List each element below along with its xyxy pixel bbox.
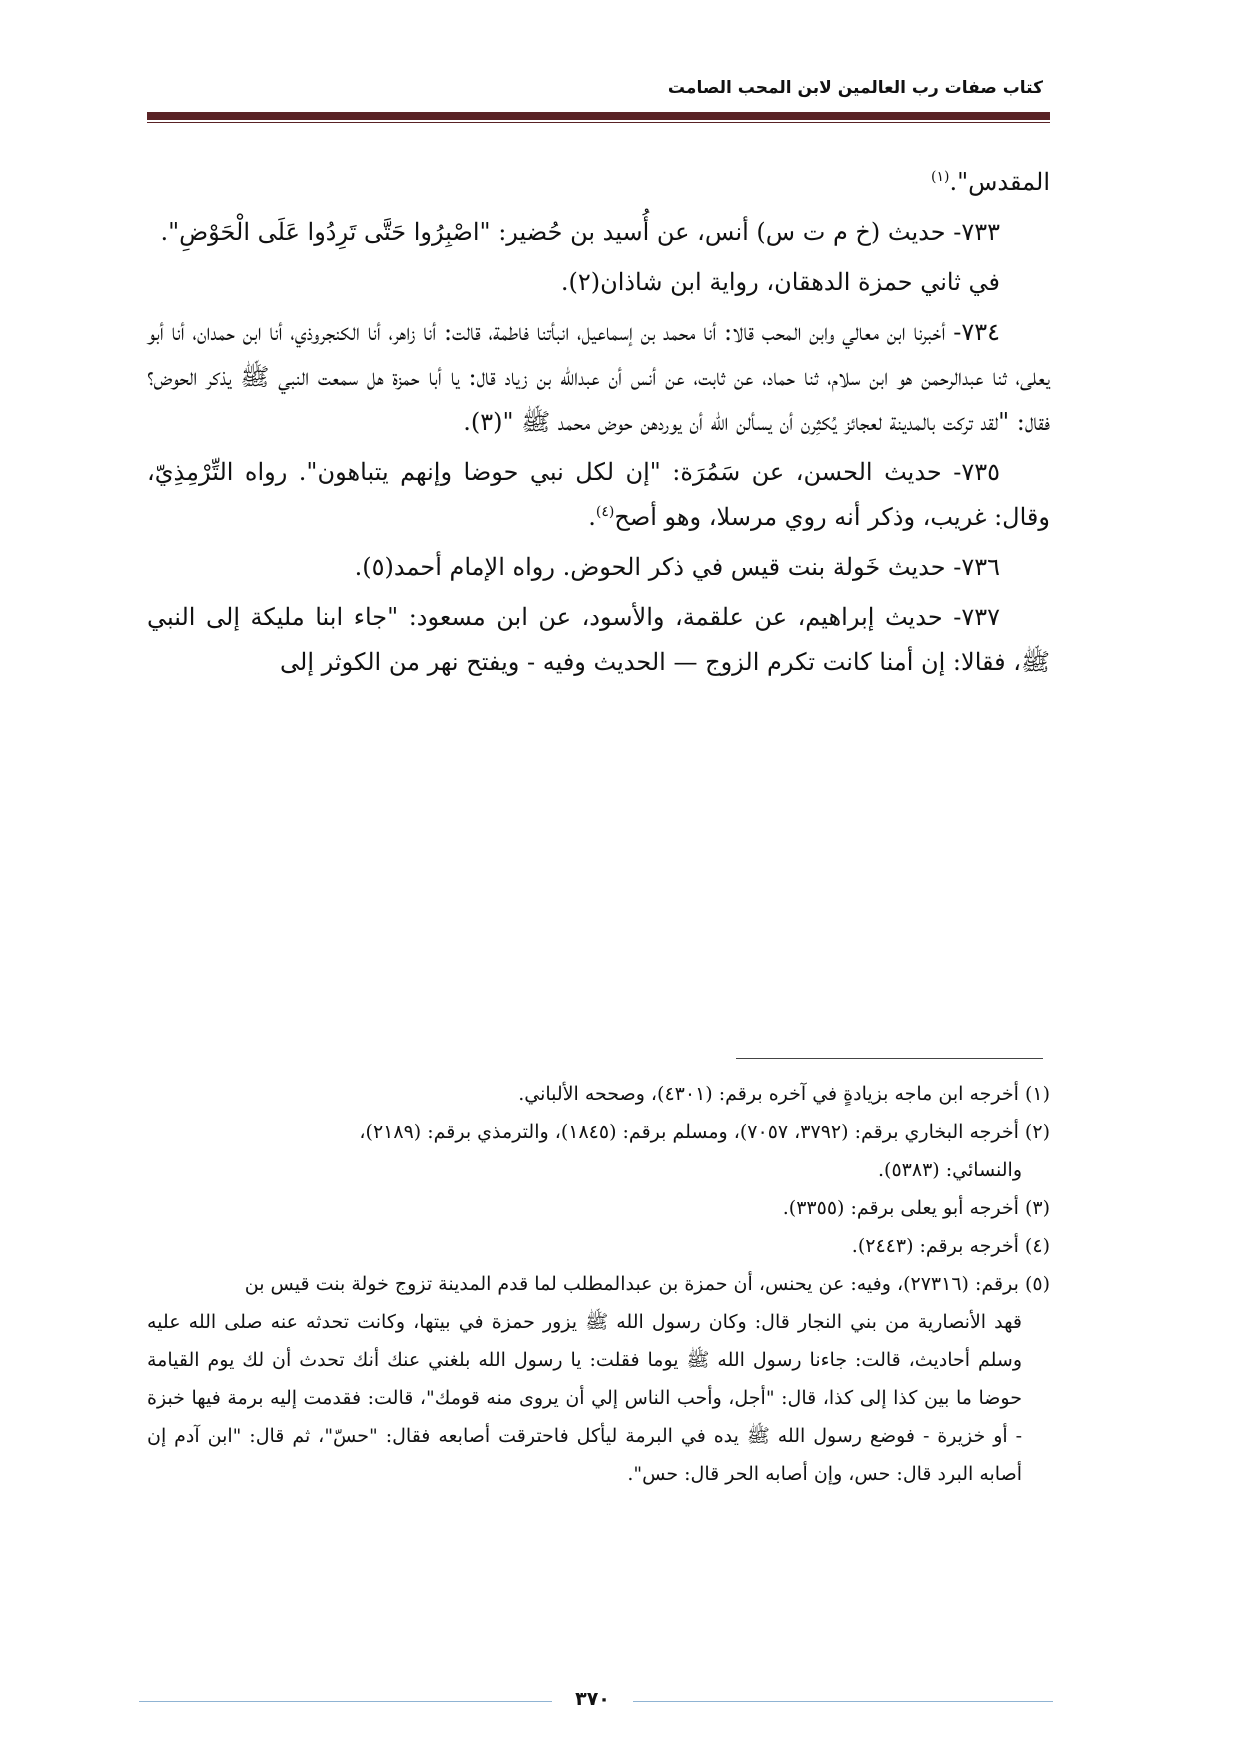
- footnote-5-continued: قهد الأنصارية من بني النجار قال: وكان رسول الله ﷺ يزور حمزة في بيتها، وكانت تحدثه عنه صلى الله عليه وسلم أحاديث، قالت: جاءنا رسول الله ﷺ يوما فقلت: يا رسول الله بلغني عنك أنك تحدث أن لك يوم القيامة حوضا ما بين كذا إلى كذا، قال: "أجل، وأحب الناس إلي أن يروى منه قومك"، قالت: فقدمت إليه برمة فيها خبزة - أو خزيرة - فوضع رسول الله ﷺ يده في البرمة ليأكل فاحترقت أصابعه فقال: "حسّ"، ثم قال: "ابن آدم إن أصابه البرد قال: حس، وإن أصابه الحر قال: حس".: [147, 1311, 1022, 1485]
- footer-rule-left: [139, 1701, 552, 1702]
- running-header-title: كتاب صفات رب العالمين لابن المحب الصامت: [667, 78, 1043, 98]
- hadith-735: ٧٣٥- حديث الحسن، عن سَمُرَة: "إن لكل نبي حوضا وإنهم يتباهون". رواه التِّرْمِذِيّ، وقال: غريب، وذكر أنه روي مرسلا، وهو أصح$^{(٤)}$.: [147, 458, 1050, 531]
- source-note: في ثاني حمزة الدهقان، رواية ابن شاذان(٢).: [560, 268, 1000, 296]
- footnote-1: (١) أخرجه ابن ماجه بزيادةٍ في آخره برقم: (٤٣٠١)، وصححه الألباني.: [518, 1083, 1050, 1105]
- footer-rule-right: [633, 1701, 1053, 1702]
- hadith-737: ٧٣٧- حديث إبراهيم، عن علقمة، والأسود، عن ابن مسعود: "جاء ابنا مليكة إلى النبي ﷺ، فقالا: إن أمنا كانت تكرم الزوج — الحديث وفيه - ويفتح نهر من الكوثر إلى: [147, 603, 1050, 676]
- footnote-4: (٤) أخرجه برقم: (٢٤٤٣).: [851, 1235, 1050, 1257]
- footnote-2: (٢) أخرجه البخاري برقم: (٣٧٩٢، ٧٠٥٧)، ومسلم برقم: (١٨٤٥)، والترمذي برقم: (٢١٨٩)،: [359, 1121, 1050, 1143]
- footnote-ref-1[interactable]: (١): [930, 169, 950, 185]
- footnotes: [147, 1075, 1050, 1493]
- footnote-3: (٣) أخرجه أبو يعلى برقم: (٣٣٥٥).: [782, 1197, 1050, 1219]
- footnote-2-continued: والنسائي: (٥٣٨٣).: [878, 1159, 1022, 1181]
- main-text: [147, 160, 1050, 685]
- footnote-separator: [736, 1058, 1043, 1059]
- hadith-736: ٧٣٦- حديث خَولة بنت قيس في ذكر الحوض. رواه الإمام أحمد(٥).: [354, 553, 1000, 581]
- hadith-734: ٧٣٤- أخبرنا ابن معالي وابن المحب قالا: أنا محمد بن إسماعيل، انبأتنا فاطمة، قالت: أنا زاهر، أنا الكنجروذي، أنا ابن حمدان، أنا أبو يعلى، ثنا عبدالرحمن هو ابن سلام، ثنا حماد، عن ثابت، عن أنس أن عبدالله بن زياد قال: يا أبا حمزة هل سمعت النبي ﷺ يذكر الحوض؟ فقال: "لقد تركت بالمدينة لعجائز يُكثِرن أن يسألن الله أن يوردهن حوض محمد ﷺ "(٣).: [147, 318, 1050, 436]
- page-number: ٣٧٠: [575, 1688, 610, 1710]
- header-rule-thick: [147, 112, 1050, 120]
- header-rule-thin: [147, 122, 1050, 123]
- paragraph-continuation: المقدس".$^{(١)}$: [930, 168, 1050, 196]
- footnote-5: (٥) برقم: (٢٧٣١٦)، وفيه: عن يحنس، أن حمزة بن عبدالمطلب لما قدم المدينة تزوج خولة بنت قيس بن: [244, 1273, 1050, 1295]
- hadith-733: ٧٣٣- حديث (خ م ت س) أنس، عن أُسيد بن حُضير: "اصْبِرُوا حَتَّى تَرِدُوا عَلَى الْحَوْضِ".: [160, 218, 1000, 246]
- footnote-ref-4[interactable]: (٤): [595, 504, 615, 520]
